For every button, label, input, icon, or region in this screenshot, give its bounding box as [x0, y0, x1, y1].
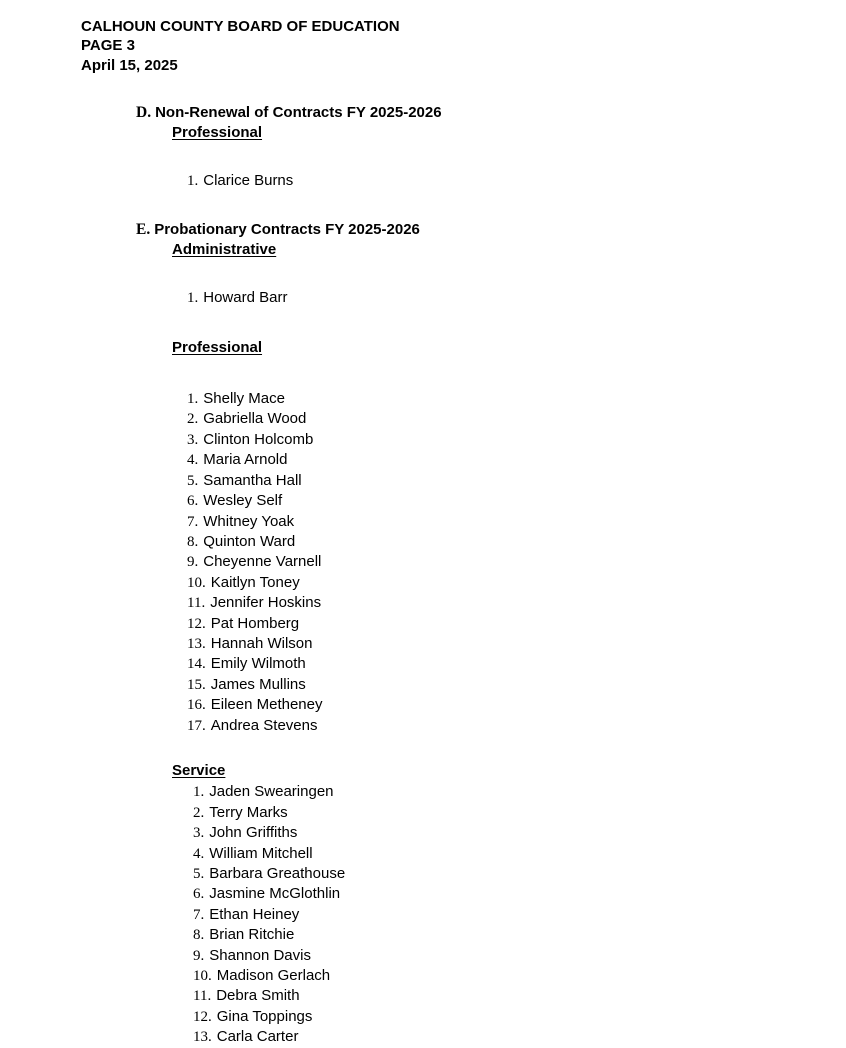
list-item	[187, 675, 846, 695]
probationary-professional-list	[187, 389, 846, 736]
item-number: 3.	[187, 431, 199, 448]
list-item	[187, 614, 846, 634]
person-name: Terry Marks	[209, 803, 288, 821]
list-item	[193, 782, 846, 802]
item-number: 4.	[193, 845, 205, 862]
document-date: April 15, 2025	[81, 56, 178, 74]
section-letter: E.	[136, 221, 151, 239]
item-number: 1.	[187, 173, 199, 190]
item-number: 5.	[193, 866, 205, 882]
person-name: Clinton Holcomb	[203, 430, 314, 448]
group-heading-professional-d: Professional	[172, 123, 263, 141]
person-name: Hannah Wilson	[210, 634, 313, 652]
item-number: 10.	[193, 968, 212, 985]
list-item	[193, 905, 846, 925]
person-name: Andrea Stevens	[210, 716, 318, 734]
person-name: Whitney Yoak	[203, 512, 295, 530]
item-number: 8.	[193, 927, 205, 944]
person-name: Howard Barr	[203, 289, 288, 307]
list-item	[193, 884, 846, 904]
person-name: John Griffiths	[209, 824, 298, 842]
person-name: Jennifer Hoskins	[210, 594, 322, 612]
person-name: Gabriella Wood	[203, 410, 307, 428]
list-item	[187, 471, 846, 491]
person-name: Shannon Davis	[209, 946, 311, 964]
list-item	[187, 171, 846, 191]
item-number: 13.	[187, 635, 206, 652]
person-name: Cheyenne Varnell	[203, 553, 322, 571]
list-item	[187, 552, 846, 572]
list-item	[187, 573, 846, 593]
person-name: James Mullins	[210, 675, 306, 693]
item-number: 17.	[187, 717, 206, 734]
item-number: 2.	[193, 804, 205, 821]
list-item	[193, 823, 846, 843]
probationary-administrative-list	[187, 288, 846, 308]
list-item	[187, 654, 846, 674]
group-heading-administrative: Administrative	[172, 240, 277, 258]
probationary-service-list	[193, 782, 846, 1047]
item-number: 8.	[187, 533, 199, 550]
non-renewal-professional-list	[187, 171, 846, 191]
list-item	[187, 288, 846, 308]
person-name: Ethan Heiney	[209, 905, 300, 923]
item-number: 9.	[193, 947, 205, 964]
person-name: Clarice Burns	[203, 172, 294, 190]
person-name: Jaden Swearingen	[209, 783, 334, 801]
list-item	[193, 1027, 846, 1047]
item-number: 12.	[187, 615, 206, 632]
list-item	[187, 593, 846, 613]
list-item	[187, 695, 846, 715]
org-title: CALHOUN COUNTY BOARD OF EDUCATION	[81, 18, 400, 35]
item-number: 2.	[187, 411, 199, 428]
item-number: 15.	[187, 676, 206, 693]
list-item	[187, 491, 846, 511]
person-name: Madison Gerlach	[216, 967, 331, 985]
person-name: William Mitchell	[209, 844, 313, 862]
item-number: 13.	[193, 1029, 212, 1046]
person-name: Gina Toppings	[216, 1007, 313, 1025]
person-name: Kaitlyn Toney	[210, 573, 300, 591]
list-item	[193, 986, 846, 1006]
section-letter: D.	[136, 104, 152, 122]
list-item	[193, 803, 846, 823]
list-item	[187, 716, 846, 736]
item-number: 10.	[187, 574, 206, 591]
item-number: 9.	[187, 554, 199, 571]
list-item	[193, 925, 846, 945]
person-name: Carla Carter	[216, 1028, 299, 1046]
item-number: 4.	[187, 452, 199, 469]
list-item	[193, 946, 846, 966]
person-name: Jasmine McGlothlin	[209, 885, 341, 903]
item-number: 7.	[193, 906, 205, 923]
item-number: 11.	[193, 988, 212, 1005]
person-name: Pat Homberg	[210, 614, 300, 632]
person-name: Samantha Hall	[203, 471, 302, 489]
item-number: 5.	[187, 472, 199, 489]
item-number: 3.	[193, 825, 205, 842]
list-item	[193, 864, 846, 884]
list-item	[187, 512, 846, 532]
item-number: 14.	[187, 656, 206, 673]
person-name: Barbara Greathouse	[209, 865, 346, 882]
list-item	[193, 844, 846, 864]
person-name: Brian Ritchie	[209, 926, 295, 944]
list-item	[187, 634, 846, 654]
person-name: Maria Arnold	[203, 451, 288, 469]
person-name: Emily Wilmoth	[210, 655, 306, 673]
list-item	[187, 389, 846, 409]
list-item	[187, 430, 846, 450]
item-number: 16.	[187, 697, 206, 714]
document-header	[81, 0, 846, 75]
item-number: 1.	[193, 784, 205, 801]
person-name: Debra Smith	[216, 987, 300, 1005]
person-name: Wesley Self	[203, 492, 283, 510]
person-name: Shelly Mace	[203, 390, 285, 408]
section-heading-e	[136, 220, 846, 239]
person-name: Eileen Metheney	[210, 696, 323, 714]
list-item	[187, 532, 846, 552]
section-title: Probationary Contracts FY 2025-2026	[154, 221, 420, 239]
item-number: 11.	[187, 595, 206, 612]
list-item	[187, 409, 846, 429]
item-number: 12.	[193, 1008, 212, 1025]
item-number: 1.	[187, 391, 199, 408]
item-number: 1.	[187, 290, 199, 307]
item-number: 6.	[187, 493, 199, 510]
section-title: Non-Renewal of Contracts FY 2025-2026	[155, 104, 442, 122]
list-item	[193, 966, 846, 986]
group-heading-service: Service	[172, 761, 226, 779]
list-item	[187, 450, 846, 470]
section-heading-d	[136, 103, 846, 122]
person-name: Quinton Ward	[203, 532, 296, 550]
page-number: PAGE 3	[81, 37, 135, 55]
list-item	[193, 1007, 846, 1027]
item-number: 6.	[193, 886, 205, 903]
group-heading-professional-e: Professional	[172, 338, 263, 356]
item-number: 7.	[187, 513, 199, 530]
